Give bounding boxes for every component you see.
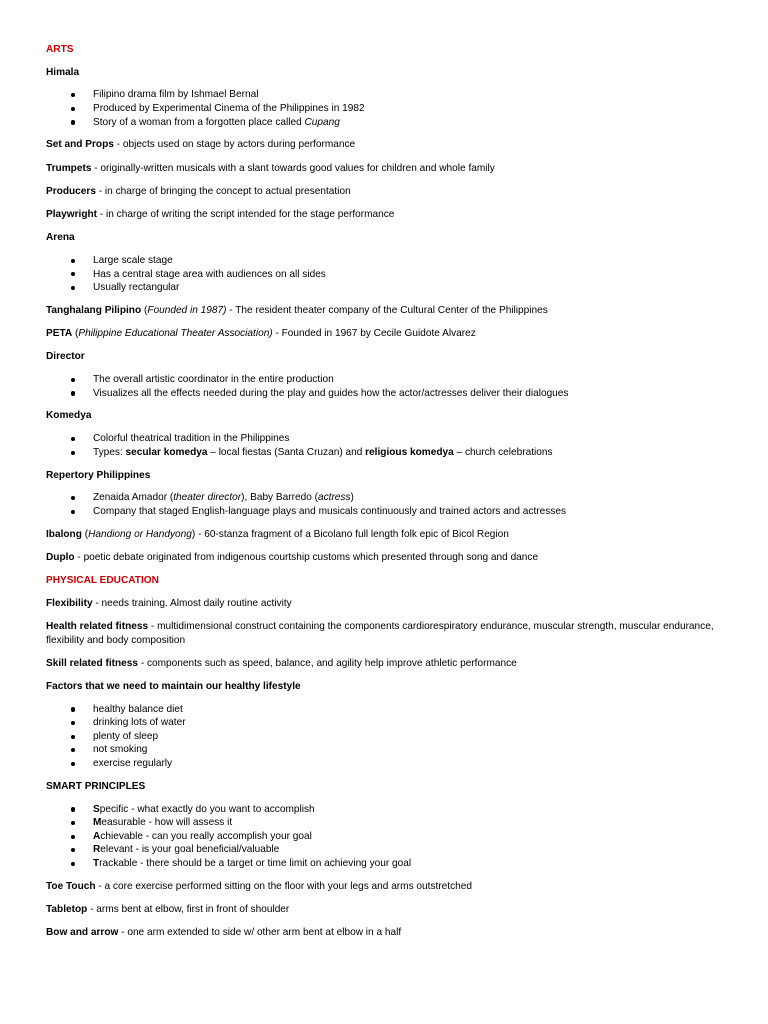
factors-heading: Factors that we need to maintain our healthy lifestyle: [46, 680, 301, 692]
smart-list: [46, 803, 726, 871]
set-props-definition: Set and Props - objects used on stage by actors during performance: [46, 139, 356, 151]
flexibility-definition: Flexibility - needs training. Almost daily routine activity: [46, 597, 292, 609]
director-list: [46, 373, 726, 400]
himala-list: [46, 88, 726, 129]
list-item: Company that staged English-language plays and musicals continuously and trained actors and actresses: [46, 505, 726, 519]
komedya-list: [46, 432, 726, 459]
duplo-definition: Duplo - poetic debate originated from indigenous courtship customs which presented through song and dance: [46, 551, 539, 563]
tanghalang-definition: Tanghalang Pilipino (Founded in 1987) - The resident theater company of the Cultural Center of the Philippines: [46, 304, 548, 316]
list-item: plenty of sleep: [46, 730, 726, 744]
list-item: Usually rectangular: [46, 281, 726, 295]
trumpets-definition: Trumpets - originally-written musicals with a slant towards good values for children and whole family: [46, 162, 495, 174]
document-page: [46, 43, 726, 949]
list-item: healthy balance diet: [46, 703, 726, 717]
list-item: Specific - what exactly do you want to accomplish: [46, 803, 726, 817]
list-item: drinking lots of water: [46, 716, 726, 730]
toe-touch-definition: Toe Touch - a core exercise performed sitting on the floor with your legs and arms outstretched: [46, 880, 472, 892]
playwright-definition: Playwright - in charge of writing the script intended for the stage performance: [46, 208, 395, 220]
bow-arrow-definition: Bow and arrow - one arm extended to side w/ other arm bent at elbow in a half: [46, 927, 402, 939]
director-heading: Director: [46, 351, 85, 363]
list-item: Story of a woman from a forgotten place called Cupang: [46, 116, 726, 130]
komedya-heading: Komedya: [46, 410, 92, 422]
list-item: Relevant - is your goal beneficial/valuable: [46, 843, 726, 857]
producers-definition: Producers - in charge of bringing the concept to actual presentation: [46, 185, 351, 197]
list-item: Trackable - there should be a target or time limit on achieving your goal: [46, 857, 726, 871]
pe-heading: PHYSICAL EDUCATION: [46, 575, 159, 587]
arena-heading: Arena: [46, 232, 75, 244]
list-item: Has a central stage area with audiences on all sides: [46, 268, 726, 282]
list-item: Measurable - how will assess it: [46, 816, 726, 830]
repertory-heading: Repertory Philippines: [46, 469, 151, 481]
list-item: Filipino drama film by Ishmael Bernal: [46, 88, 726, 102]
arena-list: [46, 254, 726, 295]
ibalong-definition: Ibalong (Handiong or Handyong) - 60-stanza fragment of a Bicolano full length folk epic of Bicol Region: [46, 528, 509, 540]
factors-list: [46, 703, 726, 771]
skill-fitness-definition: Skill related fitness - components such as speed, balance, and agility help improve athletic performance: [46, 657, 517, 669]
peta-definition: PETA (Philippine Educational Theater Association) - Founded in 1967 by Cecile Guidote Alvarez: [46, 328, 476, 340]
list-item: Zenaida Amador (theater director), Baby Barredo (actress): [46, 491, 726, 505]
himala-heading: Himala: [46, 66, 80, 78]
list-item: The overall artistic coordinator in the entire production: [46, 373, 726, 387]
health-fitness-definition: Health related fitness - multidimensional construct containing the components cardiorespiratory endurance, muscular strength, muscular endurance, flexibility and body composition: [46, 620, 714, 646]
arts-heading: ARTS: [46, 44, 74, 55]
list-item: Produced by Experimental Cinema of the Philippines in 1982: [46, 102, 726, 116]
list-item: Visualizes all the effects needed during the play and guides how the actor/actresses deliver their dialogues: [46, 387, 726, 401]
repertory-list: [46, 491, 726, 518]
list-item: exercise regularly: [46, 757, 726, 771]
list-item: Large scale stage: [46, 254, 726, 268]
list-item: Colorful theatrical tradition in the Philippines: [46, 432, 726, 446]
smart-heading: SMART PRINCIPLES: [46, 780, 146, 792]
list-item: Achievable - can you really accomplish your goal: [46, 830, 726, 844]
tabletop-definition: Tabletop - arms bent at elbow, first in front of shoulder: [46, 903, 290, 915]
list-item: not smoking: [46, 743, 726, 757]
list-item: Types: secular komedya – local fiestas (Santa Cruzan) and religious komedya – church celebrations: [46, 446, 726, 460]
